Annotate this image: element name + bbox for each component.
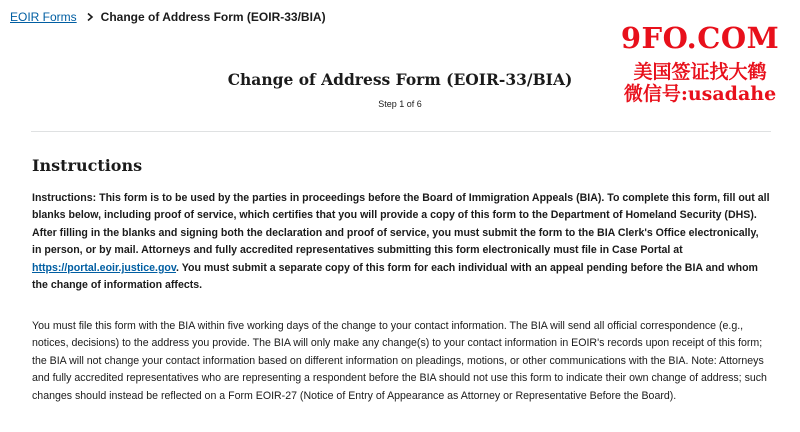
chevron-right-icon xyxy=(85,12,95,22)
breadcrumb xyxy=(10,10,326,24)
step-indicator: Step 1 of 6 xyxy=(378,99,422,109)
filing-deadline-paragraph: You must file this form with the BIA within five working days of the change to your contact information. The BIA will send all official correspondence (e.g., notices, decisions) to the address you provide. The BIA will only make any change(s) to your contact information in EOIR's records upon receipt of this form; the BIA will not change your contact information based on different information on pleadings, motions, or other communications with the BIA. Note: Attorneys and fully accredited representatives who are representing a respondent before the BIA should not use this form to indicate their own change of address; such changes should instead be reflected on a Form EOIR-27 (Notice of Entry of Appearance as Attorney or Representative Before the Board). xyxy=(32,320,767,402)
watermark-line-2: 微信号:usadahe xyxy=(623,83,777,105)
portal-link[interactable]: https://portal.eoir.justice.gov xyxy=(32,261,177,274)
instructions-paragraph xyxy=(32,190,770,294)
divider xyxy=(31,131,771,132)
instructions-text-part1: Instructions: This form is to be used by the parties in proceedings before the Board of Immigration Appeals (BIA). To complete this form, fill out all blanks below, including proof of service, which certifies that you will provide a copy of this form to the Department of Homeland Security (DHS). After filling in the blanks and signing both the declaration and proof of service, you must submit the form to the BIA Clerk's Office electronically, in person, or by mail. Attorneys and fully accredited representatives submitting this form electronically must file in Case Portal at xyxy=(32,192,770,257)
watermark xyxy=(612,21,788,105)
breadcrumb-current: Change of Address Form (EOIR-33/BIA) xyxy=(100,10,326,24)
instructions-text-part2: . You must submit a separate copy of this form for each individual with an appeal pending before the BIA and whom the change of information affects. xyxy=(32,261,758,292)
page-title: Change of Address Form (EOIR-33/BIA) xyxy=(227,70,573,89)
instructions-heading: Instructions xyxy=(32,156,143,175)
watermark-domain: 9FO.COM xyxy=(620,21,780,55)
watermark-line-1: 美国签证找大鹤 xyxy=(633,61,767,83)
breadcrumb-eoir-forms-link[interactable]: EOIR Forms xyxy=(10,10,77,24)
